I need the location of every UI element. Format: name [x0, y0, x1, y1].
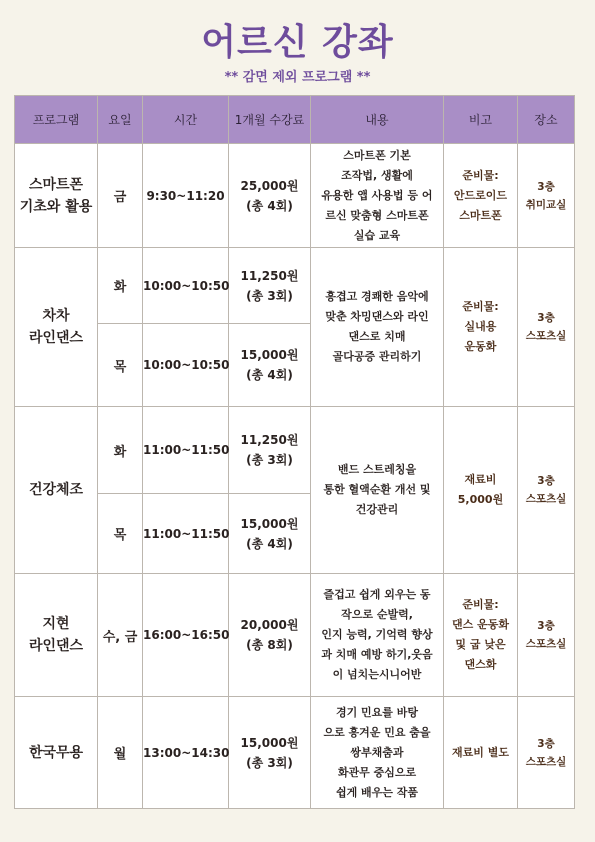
note-cell: 준비물: 안드로이드 스마트폰 [444, 144, 518, 248]
fee-cell: 20,000원 (총 8회) [229, 574, 311, 697]
fee-cell: 15,000원 (총 3회) [229, 697, 311, 809]
fee-cell: 15,000원 (총 4회) [229, 494, 311, 574]
time-cell: 10:00~10:50 [143, 324, 229, 407]
time-cell: 11:00~11:50 [143, 494, 229, 574]
column-header-place: 장소 [518, 96, 575, 144]
day-cell: 수, 금 [98, 574, 143, 697]
fee-cell: 15,000원 (총 4회) [229, 324, 311, 407]
place-cell: 3층 스포츠실 [518, 574, 575, 697]
table-row [15, 248, 575, 324]
note-cell: 준비물: 댄스 운동화 및 굽 낮은 댄스화 [444, 574, 518, 697]
day-cell: 월 [98, 697, 143, 809]
fee-cell: 25,000원 (총 4회) [229, 144, 311, 248]
description-cell: 경기 민요를 바탕 으로 흥겨운 민요 춤을 쌍부채춤과 화관무 중심으로 쉽게 배우는 작품 [311, 697, 444, 809]
table-row [15, 144, 575, 248]
table-row [15, 574, 575, 697]
fee-cell: 11,250원 (총 3회) [229, 407, 311, 494]
day-cell: 목 [98, 494, 143, 574]
day-cell: 목 [98, 324, 143, 407]
column-header-note: 비고 [444, 96, 518, 144]
time-cell: 11:00~11:50 [143, 407, 229, 494]
time-cell: 9:30~11:20 [143, 144, 229, 248]
time-cell: 16:00~16:50 [143, 574, 229, 697]
place-cell: 3층 스포츠실 [518, 248, 575, 407]
description-cell: 스마트폰 기본 조작법, 생활에 유용한 앱 사용법 등 어 르신 맞춤형 스마트폰 실습 교육 [311, 144, 444, 248]
program-name: 차차 라인댄스 [15, 248, 98, 407]
time-cell: 10:00~10:50 [143, 248, 229, 324]
fee-cell: 11,250원 (총 3회) [229, 248, 311, 324]
table-row [15, 407, 575, 494]
place-cell: 3층 취미교실 [518, 144, 575, 248]
column-header-fee: 1개월 수강료 [229, 96, 311, 144]
column-header-content: 내용 [311, 96, 444, 144]
table-row [15, 697, 575, 809]
page-title: 어르신 강좌 [201, 22, 394, 63]
program-name: 건강체조 [15, 407, 98, 574]
program-name: 지현 라인댄스 [15, 574, 98, 697]
column-header-program: 프로그램 [15, 96, 98, 144]
program-name: 스마트폰 기초와 활용 [15, 144, 98, 248]
note-cell: 재료비 별도 [444, 697, 518, 809]
description-cell: 즐겁고 쉽게 외우는 동 작으로 순발력, 인지 능력, 기억력 향상 과 치매 예방 하기,웃음 이 넘치는시니어반 [311, 574, 444, 697]
day-cell: 금 [98, 144, 143, 248]
page-subtitle: ** 감면 제외 프로그램 ** [224, 70, 371, 85]
description-cell: 흥겹고 경쾌한 음악에 맞춘 차밍댄스와 라인 댄스로 치매 골다공증 관리하기 [311, 248, 444, 407]
note-cell: 준비물: 실내용 운동화 [444, 248, 518, 407]
place-cell: 3층 스포츠실 [518, 407, 575, 574]
day-cell: 화 [98, 407, 143, 494]
description-cell: 밴드 스트레칭을 통한 혈액순환 개선 및 건강관리 [311, 407, 444, 574]
course-table [14, 95, 575, 809]
time-cell: 13:00~14:30 [143, 697, 229, 809]
note-cell: 재료비 5,000원 [444, 407, 518, 574]
column-header-time: 시간 [143, 96, 229, 144]
place-cell: 3층 스포츠실 [518, 697, 575, 809]
column-header-day: 요일 [98, 96, 143, 144]
table-header-row [15, 96, 575, 144]
program-name: 한국무용 [15, 697, 98, 809]
day-cell: 화 [98, 248, 143, 324]
